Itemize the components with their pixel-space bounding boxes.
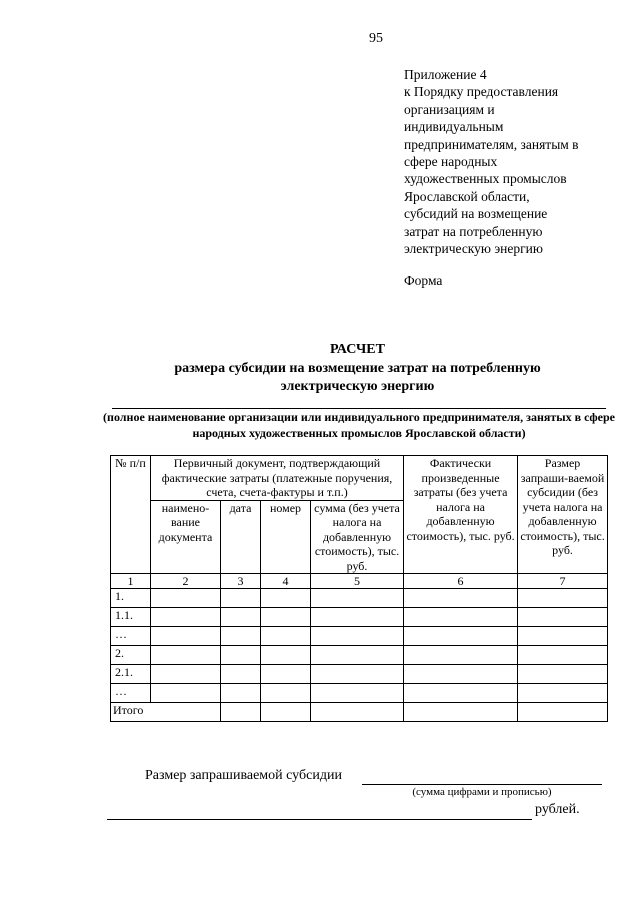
calculation-table [110,455,608,722]
table-cell[interactable] [311,665,404,684]
table-cell[interactable] [221,684,261,703]
row-number: … [111,627,151,646]
table-cell[interactable] [261,627,311,646]
header-date: дата [221,500,261,574]
requested-subsidy-label: Размер запрашиваемой субсидии [145,768,342,783]
table-cell[interactable] [404,703,518,722]
amount-words-line[interactable] [107,819,532,820]
table-cell[interactable] [151,608,221,627]
row-number: … [111,684,151,703]
appendix-line: к Порядку предоставления [404,84,559,100]
appendix-block [404,66,624,257]
table-cell[interactable] [221,589,261,608]
table-cell[interactable] [518,684,608,703]
table-cell[interactable] [221,627,261,646]
table-cell[interactable] [221,608,261,627]
header-number: номер [261,500,311,574]
row-number: 1. [111,589,151,608]
header-requested: Размер запраши-ваемой субсидии (без учета налога на добавленную стоимость), тыс. руб. [518,456,608,574]
column-number: 6 [404,574,518,589]
column-number: 4 [261,574,311,589]
table-cell[interactable] [518,665,608,684]
document-title: РАСЧЕТ [330,342,385,357]
table-cell[interactable] [311,589,404,608]
table-cell[interactable] [151,646,221,665]
table-cell[interactable] [518,627,608,646]
table-cell[interactable] [261,703,311,722]
appendix-line: предпринимателям, занятым в [404,136,579,152]
table-cell[interactable] [311,627,404,646]
table-cell[interactable] [518,589,608,608]
table-row [111,608,608,627]
table-cell[interactable] [311,684,404,703]
appendix-line: Ярославской области, [404,188,530,204]
column-number: 3 [221,574,261,589]
table-cell[interactable] [151,684,221,703]
column-number-row [111,574,608,589]
table-cell[interactable] [311,646,404,665]
org-name-line[interactable] [112,408,606,409]
column-number: 7 [518,574,608,589]
appendix-line: электрическую энергию [404,241,543,257]
amount-hint: (сумма цифрами и прописью) [412,786,552,798]
table-cell[interactable] [404,665,518,684]
appendix-line: организациям и [404,101,495,117]
document-subtitle: размера субсидии на возмещение затрат на потребленную электрическую энергию [174,361,541,394]
table-cell[interactable] [518,646,608,665]
column-number: 2 [151,574,221,589]
table-cell[interactable] [311,703,404,722]
table-cell[interactable] [151,665,221,684]
table-cell[interactable] [221,703,261,722]
appendix-line: художественных промыслов [404,171,567,187]
table-cell[interactable] [518,608,608,627]
table-cell[interactable] [404,646,518,665]
header-actual-costs: Фактически произведенные затраты (без учета налога на добавленную стоимость), тыс. руб. [404,456,518,574]
table-cell[interactable] [518,703,608,722]
table-row [111,684,608,703]
form-label: Форма [404,273,443,288]
table-cell[interactable] [404,627,518,646]
row-number: 2. [111,646,151,665]
page-number: 95 [369,31,383,46]
row-number: 1.1. [111,608,151,627]
table-row [111,627,608,646]
table-cell[interactable] [261,665,311,684]
org-name-hint: (полное наименование организации или индивидуального предпринимателя, занятых в сфере народных художественных промыслов Ярославской области) [103,410,615,440]
table-cell[interactable] [261,646,311,665]
column-number: 5 [311,574,404,589]
table-cell[interactable] [404,589,518,608]
table-row [111,589,608,608]
table-cell[interactable] [221,646,261,665]
rubles-label: рублей. [535,802,580,817]
table-cell[interactable] [404,608,518,627]
table-cell[interactable] [261,589,311,608]
table-cell[interactable] [261,684,311,703]
total-row [111,703,608,722]
appendix-line: субсидий на возмещение [404,206,548,222]
table-row [111,646,608,665]
table-header-row [111,456,608,501]
appendix-line: индивидуальным [404,119,504,135]
appendix-line: Приложение 4 [404,67,487,82]
table-cell[interactable] [311,608,404,627]
header-num: № п/п [111,456,151,574]
total-label: Итого [111,703,221,722]
header-primary-doc: Первичный документ, подтверждающий фактические затраты (платежные поручения, счета, счета-фактуры и т.п.) [151,456,404,501]
table-cell[interactable] [151,589,221,608]
header-doc-name: наимено-вание документа [151,500,221,574]
table-cell[interactable] [404,684,518,703]
table-cell[interactable] [151,627,221,646]
table-cell[interactable] [221,665,261,684]
row-number: 2.1. [111,665,151,684]
appendix-line: затрат на потребленную [404,223,543,239]
requested-amount-line[interactable] [362,784,602,785]
header-sum: сумма (без учета налога на добавленную стоимость), тыс. руб. [311,500,404,574]
column-number: 1 [111,574,151,589]
table-row [111,665,608,684]
table-cell[interactable] [261,608,311,627]
appendix-line: сфере народных [404,154,498,170]
